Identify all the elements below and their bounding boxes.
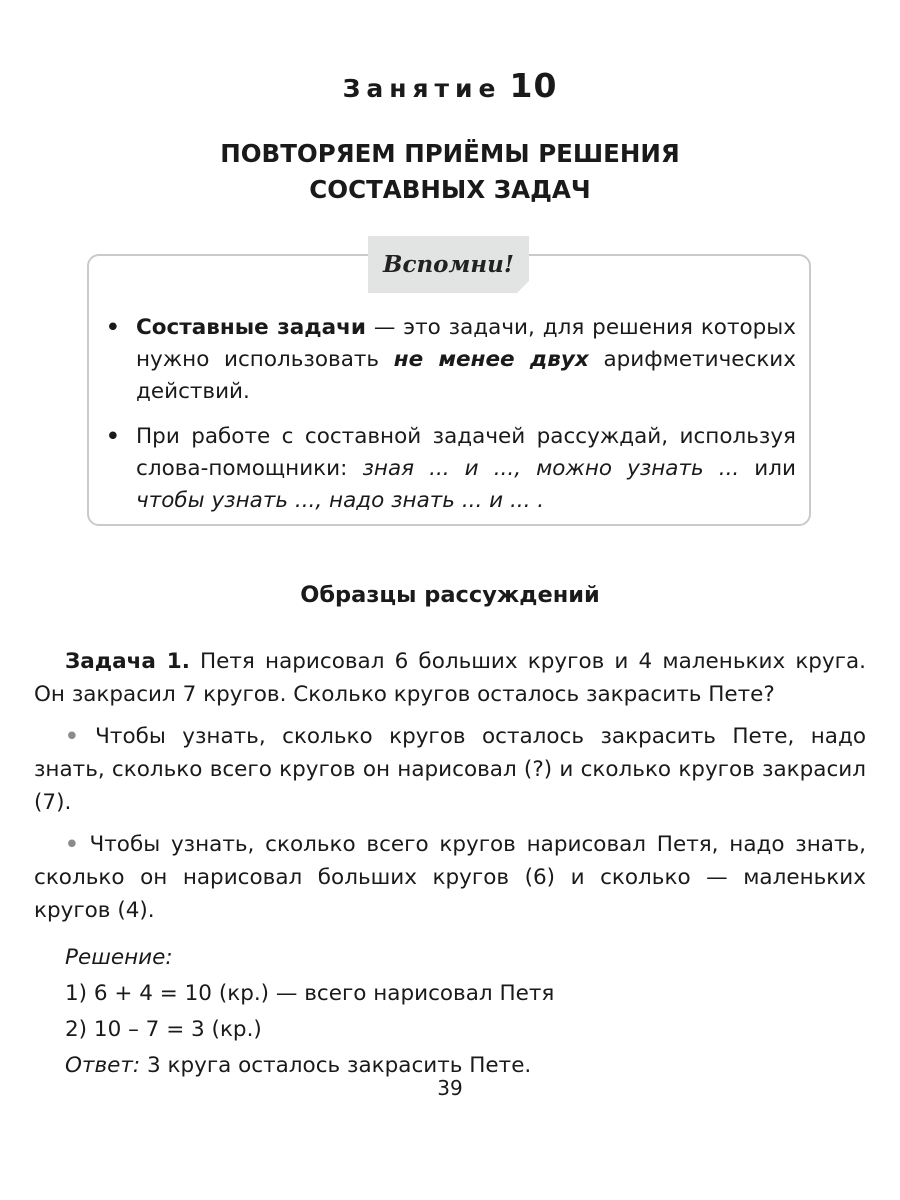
bullet-dot-icon: • xyxy=(65,832,79,857)
task-1-solution xyxy=(34,941,866,1082)
task-1-reason-2 xyxy=(34,828,866,927)
solution-label: Решение: xyxy=(65,945,173,970)
helper-intro: При работе с составной задачей рассуждай, используя слова-помощники: xyxy=(136,424,796,481)
samples-heading: Образцы рассуждений xyxy=(300,582,600,608)
lesson-title xyxy=(0,66,900,105)
remember-list xyxy=(106,312,796,530)
definition-emphasis: не менее двух xyxy=(393,347,589,372)
topic-line-1: ПОВТОРЯЕМ ПРИЁМЫ РЕШЕНИЯ xyxy=(220,139,680,168)
answer-label: Ответ: xyxy=(65,1053,141,1078)
bullet-dot-icon: • xyxy=(106,315,120,340)
bullet-dot-icon: • xyxy=(65,724,79,749)
remember-tag: Вспомни! xyxy=(368,236,529,293)
page-number: 39 xyxy=(437,1076,463,1100)
task-1-label: Задача 1. xyxy=(65,649,190,674)
helper-phrase-1: зная ... и ..., можно узнать ... xyxy=(362,456,740,481)
task-1-statement xyxy=(34,645,866,711)
answer-text: 3 круга осталось закрасить Пете. xyxy=(140,1053,532,1078)
helper-phrase-2: чтобы узнать ..., надо знать ... и ... . xyxy=(136,488,545,513)
task-1-text: Петя нарисовал 6 больших кругов и 4 маленьких круга. Он закрасил 7 кругов. Сколько кругов осталось закрасить Пете? xyxy=(34,649,866,707)
remember-item-2 xyxy=(106,421,796,517)
reason-2-text: Чтобы узнать, сколько всего кругов нарисовал Петя, надо знать, сколько он нарисовал больших кругов (6) и сколько — маленьких кругов (4). xyxy=(34,832,866,923)
task-1-reason-1 xyxy=(34,720,866,819)
helper-or: или xyxy=(739,456,796,481)
solution-step-1: 1) 6 + 4 = 10 (кр.) — всего нарисовал Петя xyxy=(65,981,555,1006)
solution-step-2: 2) 10 – 7 = 3 (кр.) xyxy=(65,1017,262,1042)
topic-line-2: СОСТАВНЫХ ЗАДАЧ xyxy=(309,175,591,204)
topic-title xyxy=(0,136,900,208)
task-1 xyxy=(34,645,866,1085)
definition-text-b: арифметических действий. xyxy=(136,347,797,404)
term-compound-tasks: Составные задачи xyxy=(136,315,366,340)
remember-item-1 xyxy=(106,312,796,408)
lesson-number: 10 xyxy=(509,66,558,105)
definition-text-a: — это задачи, для решения которых нужно использовать xyxy=(136,315,796,372)
reason-1-text: Чтобы узнать, сколько кругов осталось закрасить Пете, надо знать, сколько всего кругов он нарисовал (?) и сколько кругов закрасил (7). xyxy=(34,724,866,815)
lesson-word: Занятие xyxy=(342,74,502,103)
bullet-dot-icon: • xyxy=(106,424,120,449)
